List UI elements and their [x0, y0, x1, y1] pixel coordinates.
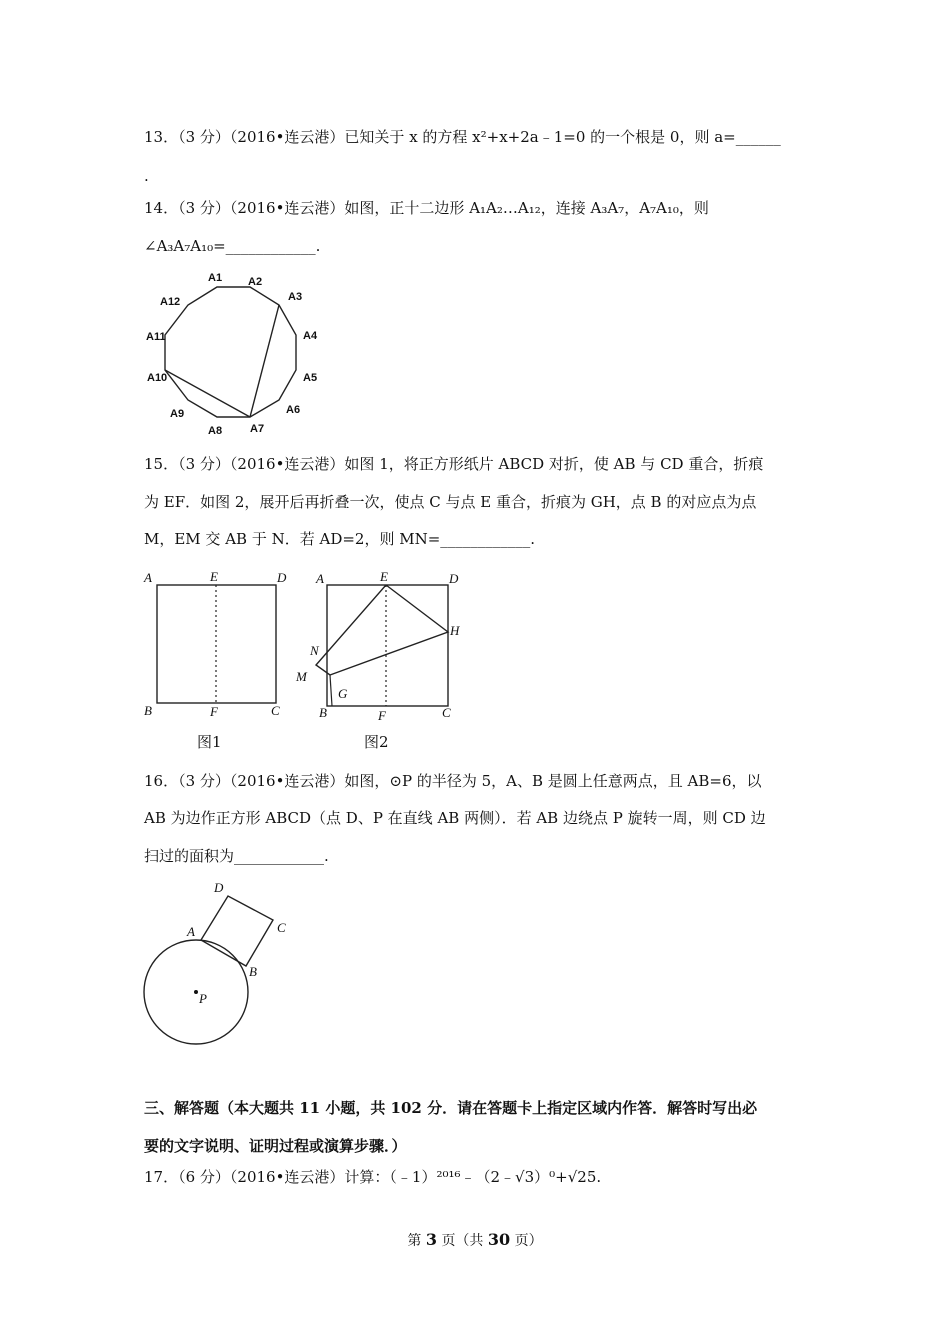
label-a10: A10	[147, 372, 168, 384]
footer-prefix: 第	[407, 1233, 422, 1249]
q15-line3: M，EM 交 AB 于 N．若 AD=2，则 MN=____________.	[144, 530, 536, 548]
label-a11: A11	[146, 331, 166, 343]
q16-label-p: P	[199, 991, 207, 1006]
section3-line2: 要的文字说明、证明过程或演算步骤．）	[144, 1137, 407, 1155]
label-a8: A8	[208, 425, 223, 437]
fig2-label-h: H	[450, 623, 460, 638]
label-a2: A2	[248, 276, 263, 288]
label-a6: A6	[286, 404, 301, 416]
q13-line1: 13．（3 分）（2016•连云港）已知关于 x 的方程 x²+x+2a﹣1=0 的一个根是 0，则 a=______	[144, 128, 781, 146]
q16-label-c: C	[277, 920, 286, 935]
fig2-label-n: N	[310, 643, 319, 658]
q16-line1: 16．（3 分）（2016•连云港）如图，⊙P 的半径为 5，A、B 是圆上任意两点，且 AB=6，以	[144, 772, 762, 790]
fig2-label-f: F	[378, 708, 386, 723]
fig1-label-a: A	[144, 570, 152, 585]
fig1-label-b: B	[144, 703, 152, 718]
fold-figure-1	[140, 565, 300, 725]
label-a5: A5	[303, 372, 318, 384]
footer-page: 3	[425, 1230, 437, 1249]
footer-total: 30	[487, 1230, 511, 1249]
fig2-label-b: B	[319, 705, 327, 720]
q13-line2: .	[144, 167, 149, 185]
section3-line1: 三、解答题（本大题共 11 小题，共 102 分．请在答题卡上指定区域内作答．解答时写出必	[144, 1099, 758, 1117]
fig1-label-c: C	[271, 703, 280, 718]
fig1-caption: 图1	[197, 733, 222, 751]
q14-line2: ∠A₃A₇A₁₀=____________.	[144, 237, 321, 255]
q16-label-b: B	[249, 964, 257, 979]
fig2-label-d: D	[449, 571, 459, 586]
fig1-label-f: F	[210, 704, 218, 719]
label-a3: A3	[288, 291, 303, 303]
q15-line2: 为 EF．如图 2，展开后再折叠一次，使点 C 与点 E 重合，折痕为 GH，点 B 的对应点为点	[144, 493, 757, 511]
q17-text: 17．（6 分）（2016•连云港）计算：（﹣1）²⁰¹⁶﹣（2﹣√3）⁰+√25.	[144, 1168, 602, 1186]
label-a9: A9	[170, 408, 185, 420]
fig2-caption: 图2	[364, 733, 389, 751]
q16-line3: 扫过的面积为____________.	[144, 847, 329, 865]
q16-line2: AB 为边作正方形 ABCD（点 D、P 在直线 AB 两侧）．若 AB 边绕点 P 旋转一周，则 CD 边	[144, 809, 766, 827]
q15-line1: 15．（3 分）（2016•连云港）如图 1，将正方形纸片 ABCD 对折，使 AB 与 CD 重合，折痕	[144, 455, 764, 473]
label-a12: A12	[160, 296, 181, 308]
fig2-label-e: E	[380, 569, 388, 584]
q16-label-d: D	[214, 880, 224, 895]
dodecagon-figure	[140, 265, 340, 445]
fig2-label-g: G	[338, 686, 348, 701]
page-footer	[0, 1230, 950, 1250]
fig2-label-a: A	[316, 571, 324, 586]
label-a7: A7	[250, 423, 265, 435]
label-a4: A4	[303, 330, 318, 342]
fig1-label-e: E	[210, 569, 218, 584]
label-a1: A1	[208, 272, 223, 284]
circle-square-figure	[140, 875, 310, 1050]
fig2-label-m: M	[296, 669, 307, 684]
footer-suffix: 页）	[514, 1233, 543, 1249]
q16-label-a: A	[187, 924, 195, 939]
q14-line1: 14．（3 分）（2016•连云港）如图，正十二边形 A₁A₂…A₁₂，连接 A₃A₇，A₇A₁₀，则	[144, 199, 709, 217]
fig1-label-d: D	[277, 570, 287, 585]
footer-mid: 页（共	[441, 1233, 484, 1249]
fold-figure-2	[290, 565, 480, 725]
fig2-label-c: C	[442, 705, 451, 720]
